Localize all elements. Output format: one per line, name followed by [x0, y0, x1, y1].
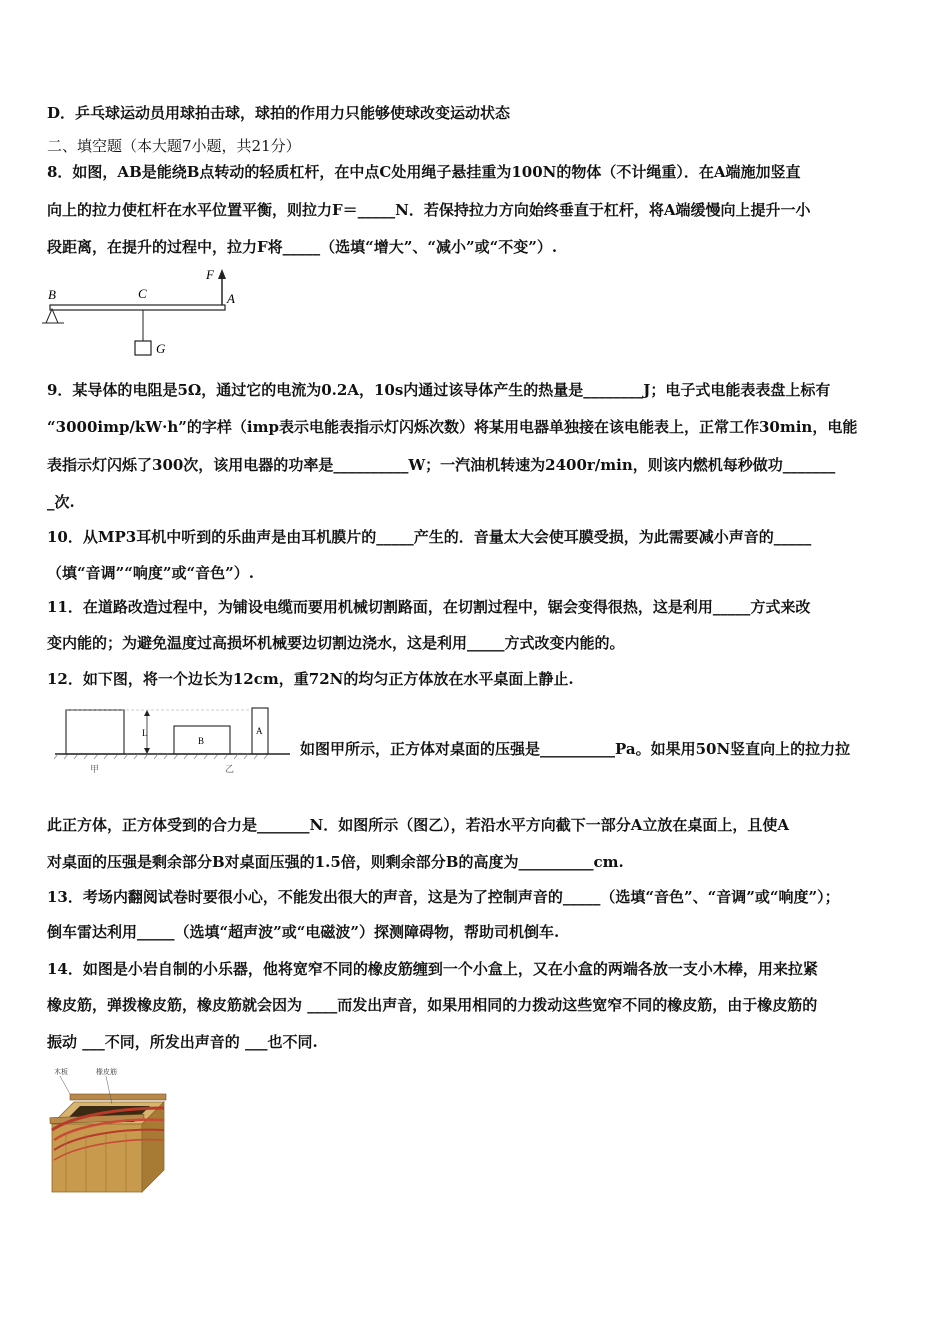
label-a12: A	[256, 726, 263, 736]
q9-line4: _次.	[47, 493, 75, 511]
q9-line3: 表指示灯闪烁了300次，该用电器的功率是__________W；一汽油机转速为2400r/min，则该内燃机每秒做功_______	[47, 456, 836, 474]
label-rubber: 橡皮筋	[96, 1068, 117, 1076]
q12-line3: 此正方体，正方体受到的合力是_______N．如图所示（图乙），若沿水平方向截下一部分A立放在桌面上，且使A	[47, 816, 789, 834]
section-title: 二、填空题（本大题7小题，共21分）	[47, 137, 301, 155]
q11-line1: 11．在道路改造过程中，为铺设电缆而要用机械切割路面，在切割过程中，锯会变得很热，这是利用_____方式来改	[47, 598, 811, 616]
q11-line2: 变内能的；为避免温度过高损坏机械要边切割边浇水，这是利用_____方式改变内能的。	[47, 634, 625, 652]
label-c: C	[138, 286, 147, 301]
q10-line2: （填“音调”“响度”或“音色”）.	[47, 564, 254, 582]
q13-line2: 倒车雷达利用_____（选填“超声波”或“电磁波”）探测障碍物，帮助司机倒车.	[47, 923, 560, 941]
rubber-band-box-figure	[46, 1064, 176, 1194]
cube-figure	[50, 702, 295, 777]
label-jia: 甲	[90, 764, 100, 774]
q12-line2: 如图甲所示，正方体对桌面的压强是__________Pa。如果用50N竖直向上的拉力拉	[300, 740, 851, 758]
q14-line3: 振动 ___不同，所发出声音的 ___也不同.	[47, 1033, 318, 1051]
q14-line1: 14．如图是小岩自制的小乐器，他将宽窄不同的橡皮筋缠到一个小盒上，又在小盒的两端各放一支小木棒，用来拉紧	[47, 960, 818, 978]
q14-line2: 橡皮筋，弹拨橡皮筋，橡皮筋就会因为 ____而发出声音，如果用相同的力拨动这些宽窄不同的橡皮筋，由于橡皮筋的	[47, 996, 818, 1014]
label-a: A	[227, 291, 235, 306]
lever-figure	[40, 265, 250, 360]
q12-line4: 对桌面的压强是剩余部分B对桌面压强的1.5倍，则剩余部分B的高度为__________cm.	[47, 853, 624, 871]
option-d: D．乒乓球运动员用球拍击球，球拍的作用力只能够使球改变运动状态	[47, 104, 511, 122]
q8-line2: 向上的拉力使杠杆在水平位置平衡，则拉力F＝_____N．若保持拉力方向始终垂直于杠杆，将A端缓慢向上提升一小	[47, 201, 811, 219]
label-g: G	[156, 341, 166, 356]
label-wood: 木板	[54, 1068, 68, 1076]
q9-line2: “3000imp/kW·h”的字样（imp表示电能表指示灯闪烁次数）将某用电器单独接在该电能表上，正常工作30min，电能	[47, 418, 858, 436]
q9-line1: 9．某导体的电阻是5Ω，通过它的电流为0.2A，10s内通过该导体产生的热量是________J；电子式电能表表盘上标有	[47, 381, 831, 399]
q8-line3: 段距离，在提升的过程中，拉力F将_____（选填“增大”、“减小”或“不变”）.	[47, 238, 558, 256]
q12-line1: 12．如下图，将一个边长为12cm，重72N的均匀正方体放在水平桌面上静止.	[47, 670, 574, 688]
label-yi: 乙	[225, 764, 235, 774]
label-b12: B	[198, 736, 205, 746]
label-b: B	[48, 287, 56, 302]
label-f: F	[206, 267, 214, 282]
label-l: L	[142, 728, 148, 738]
q10-line1: 10．从MP3耳机中听到的乐曲声是由耳机膜片的_____产生的．音量太大会使耳膜受损，为此需要减小声音的_____	[47, 528, 812, 546]
q8-line1: 8．如图，AB是能绕B点转动的轻质杠杆，在中点C处用绳子悬挂重为100N的物体（不计绳重）．在A端施加竖直	[47, 163, 801, 181]
q13-line1: 13．考场内翻阅试卷时要很小心，不能发出很大的声音，这是为了控制声音的_____（选填“音色”、“音调”或“响度”）；	[47, 888, 840, 906]
